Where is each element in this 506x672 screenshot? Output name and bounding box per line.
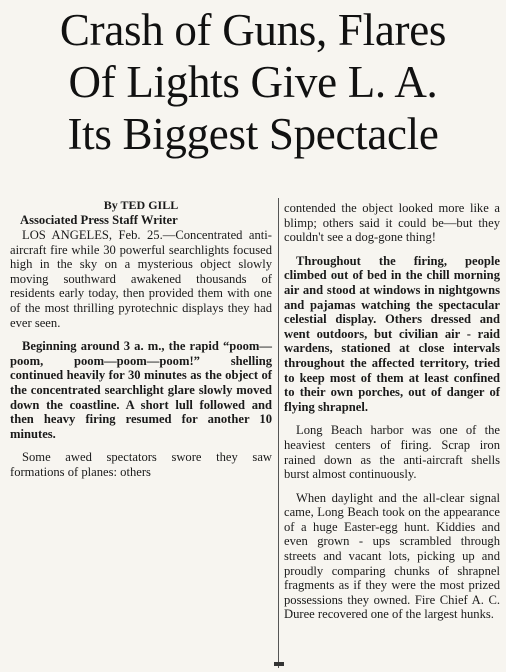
headline-line-3: Its Biggest Spectacle (67, 109, 439, 159)
headline-line-1: Crash of Guns, Flares (59, 5, 447, 55)
column-divider (278, 198, 279, 668)
article-column-left (10, 198, 272, 480)
paragraph-blimp: contended the object looked more like a blimp; others said it could be—but they couldn't see a dog-gone thing! (284, 201, 500, 245)
paragraph-lead (10, 228, 272, 330)
byline: By TED GILL (103, 198, 179, 212)
paragraph-spectators: Some awed spectators swore they saw formations of planes: others (10, 450, 272, 479)
paragraph-shelling: Beginning around 3 a. m., the rapid “poom—poom, poom—poom—poom!” shelling continued heavily for 30 minutes as the object of the concentrated searchlight glare slowly moved down the coastline. A short lull followed and then heavy firing resumed for another 10 minutes. (10, 339, 272, 441)
dateline: LOS ANGELES, Feb. 25. (22, 228, 163, 242)
byline-credit: Associated Press Staff Writer (20, 213, 178, 227)
headline (0, 4, 506, 160)
paragraph-daylight: When daylight and the all-clear signal came, Long Beach took on the appearance of a huge Easter-egg hunt. Kiddies and even grown - ups scrambled through streets and vacant lots, picking up and proudly comparing chunks of shrapnel fragments as if they were the most prized possessions they owned. Fire Chief A. C. Duree recovered one of the largest hunks. (284, 490, 500, 622)
article-column-right (284, 201, 500, 622)
paragraph-residents: Throughout the firing, people climbed out of bed in the chill morning air and stood at windows in nightgowns and pajamas watching the spectacular celestial display. Others dressed and went outdoors, but civilian air - raid wardens, stationed at close intervals throughout the affected territory, tried to keep most of them at least confined to their own porches, out of danger of flying shrapnel. (284, 253, 500, 414)
headline-line-2: Of Lights Give L. A. (68, 57, 438, 107)
bottom-rule-mark (274, 662, 284, 666)
paragraph-long-beach: Long Beach harbor was one of the heaviest centers of firing. Scrap iron rained down as the anti-aircraft shells burst almost continuously. (284, 423, 500, 482)
lead-text: —Concentrated anti-aircraft fire while 30 powerful searchlights focused high in the sky on a mysterious object slowly moving southward awakened thousands of residents early today, then provided them with one of the most thrilling pyrotechnic displays they had ever seen. (10, 228, 272, 330)
